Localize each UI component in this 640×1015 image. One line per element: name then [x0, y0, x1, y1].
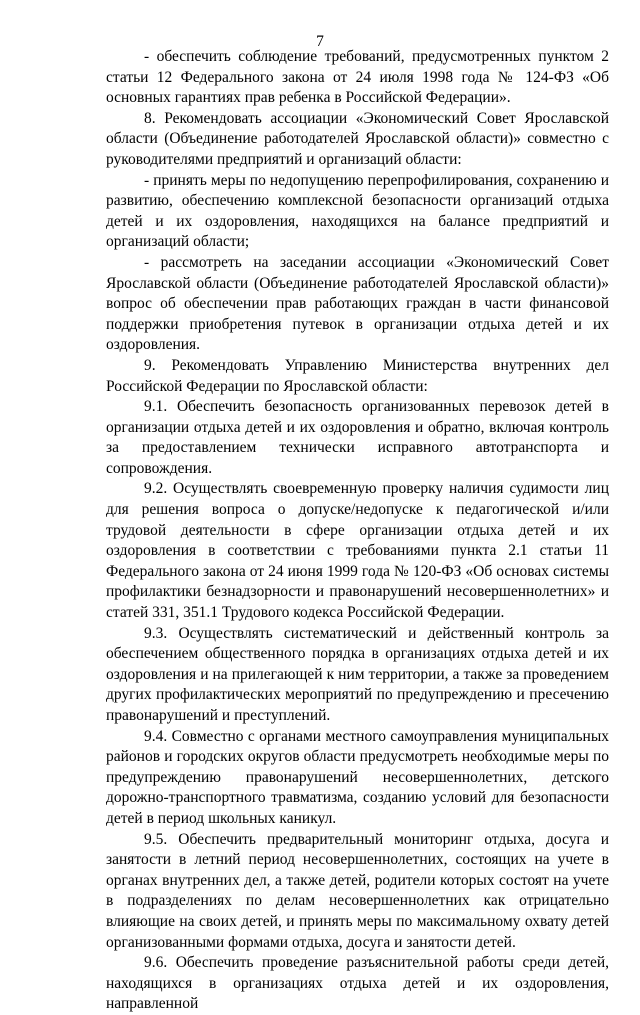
- document-body: [106, 47, 609, 1015]
- paragraph-item-9-4: 9.4. Совместно с органами местного самоуправления муниципальных районов и городских округов области предусмотреть необходимые меры по предупреждению правонарушений несовершеннолетних, детского дорожно-транспортного травматизма, созданию условий для безопасности детей в период школьных каникул.: [106, 727, 609, 827]
- paragraph-item-8-measures: - принять меры по недопущению перепрофилирования, сохранению и развитию, обеспечению комплексной безопасности организаций отдыха детей и их оздоровления, находящихся на балансе предприятий и организаций области;: [106, 171, 609, 251]
- paragraph-item-9-5: 9.5. Обеспечить предварительный мониторинг отдыха, досуга и занятости в летний период несовершеннолетних, состоящих на учете в органах внутренних дел, а также детей, родители которых состоят на учете в подразделениях по делам несовершеннолетних как отрицательно влияющие на своих детей, и принять меры по максимальному охвату детей организованными формами отдыха, досуга и занятости детей.: [106, 830, 609, 951]
- paragraph-item-9-2: 9.2. Осуществлять своевременную проверку наличия судимости лиц для решения вопроса о допуске/недопуске к педагогической и/или трудовой деятельности в сфере организации отдыха детей и их оздоровления в соответствии с требованиями пункта 2.1 статьи 11 Федерального закона от 24 июня 1999 года № 120-ФЗ «Об основах системы профилактики безнадзорности и правонарушений несовершеннолетних» и статей 331, 351.1 Трудового кодекса Российской Федерации.: [106, 480, 609, 622]
- paragraph-item-8-review: - рассмотреть на заседании ассоциации «Экономический Совет Ярославской области (Объединение работодателей Ярославской области)» вопрос об обеспечении прав работающих граждан в части финансовой поддержки приобретения путевок в организации отдыха детей и их оздоровления.: [106, 253, 609, 354]
- paragraph-item-9-1: 9.1. Обеспечить безопасность организованных перевозок детей в организации отдыха детей и их оздоровления и обратно, включая контроль за предоставлением технически исправного автотранспорта и сопровождения.: [106, 398, 609, 477]
- page-number: 7: [316, 33, 324, 50]
- paragraph-item-9-3: 9.3. Осуществлять систематический и действенный контроль за обеспечением общественного порядка в организациях отдыха детей и их оздоровления и на прилегающей к ним территории, а также за проведением других профилактических мероприятий по предупреждению и пресечению правонарушений и преступлений.: [106, 624, 609, 724]
- paragraph-obligation-124fz: - обеспечить соблюдение требований, предусмотренных пунктом 2 статьи 12 Федерального закона от 24 июля 1998 года № 124-ФЗ «Об основных гарантиях прав ребенка в Российской Федерации».: [106, 48, 609, 107]
- paragraph-item-9: 9. Рекомендовать Управлению Министерства внутренних дел Российской Федерации по Ярославской области:: [106, 356, 609, 395]
- paragraph-item-8: 8. Рекомендовать ассоциации «Экономический Совет Ярославской области (Объединение работодателей Ярославской области)» совместно с руководителями предприятий и организаций области:: [106, 109, 609, 168]
- paragraph-item-9-6: 9.6. Обеспечить проведение разъяснительной работы среди детей, находящихся в организациях отдыха детей и их оздоровления, направленной: [106, 954, 609, 1013]
